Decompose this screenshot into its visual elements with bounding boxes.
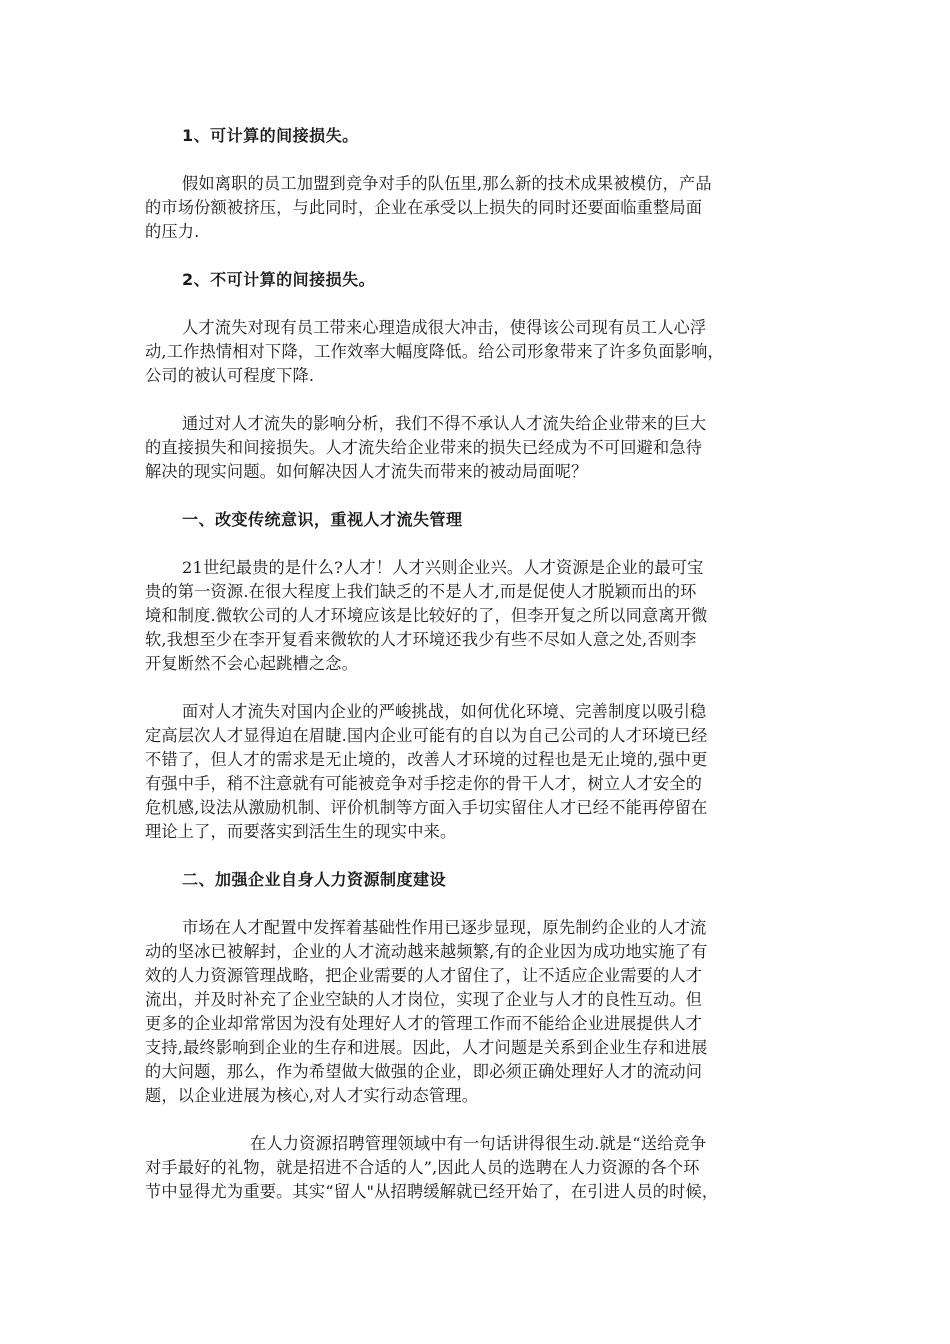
paragraph [145, 172, 817, 244]
section-heading: 2、不可计算的间接损失。 [182, 270, 376, 289]
section-heading: 二、加强企业自身人力资源制度建设 [182, 870, 447, 889]
paragraph-line: 的大问题，那么，作为希望做大做强的企业，即必须正确处理好人才的流动问 [145, 1062, 703, 1081]
paragraph-line: 更多的企业却常常因为没有处理好人才的管理工作而不能给企业进展提供人才 [145, 1014, 703, 1033]
section-heading: 1、可计算的间接损失。 [182, 126, 359, 145]
paragraph-line: 境和制度.微软公司的人才环境应该是比较好的了，但李开复之所以同意离开微 [145, 606, 708, 625]
paragraph [145, 412, 817, 484]
paragraph-line: 支持,最终影响到企业的生存和进展。因此，人才问题是关系到企业生存和进展 [145, 1038, 708, 1057]
paragraph-line: 公司的被认可程度下降. [145, 366, 315, 385]
paragraph-line: 有强中手，稍不注意就有可能被竞争对手挖走你的骨干人才，树立人才安全的 [145, 774, 703, 793]
paragraph-line: 流出，并及时补充了企业空缺的人才岗位，实现了企业与人才的良性互动。但 [145, 990, 703, 1009]
paragraph-line: 软,我想至少在李开复看来微软的人才环境还我少有些不尽如人意之处,否则李 [145, 630, 697, 649]
paragraph-line: 效的人力资源管理战略，把企业需要的人才留住了，让不适应企业需要的人才 [145, 966, 703, 985]
paragraph-line: 在人力资源招聘管理领域中有一句话讲得很生动.就是“送给竞争 [250, 1134, 707, 1153]
paragraph-line: 解决的现实问题。如何解决因人才流失而带来的被动局面呢？ [145, 462, 588, 481]
paragraph [145, 556, 817, 676]
paragraph-line: 21世纪最贵的是什么?人才！人才兴则企业兴。人才资源是企业的最可宝 [182, 558, 704, 577]
paragraph-line: 市场在人才配置中发挥着基础性作用已逐步显现，原先制约企业的人才流 [182, 918, 707, 937]
section-heading: 一、改变传统意识，重视人才流失管理 [182, 510, 463, 529]
paragraph-line: 人才流失对现有员工带来心理造成很大冲击，使得该公司现有员工人心浮 [182, 318, 707, 337]
paragraph-line: 对手最好的礼物，就是招进不合适的人”,因此人员的选聘在人力资源的各个环 [145, 1158, 700, 1177]
paragraph [145, 916, 817, 1108]
paragraph [145, 700, 817, 844]
paragraph-line: 理论上了，而要落实到活生生的现实中来。 [145, 822, 457, 841]
document-body [145, 124, 817, 1228]
paragraph [145, 316, 817, 388]
paragraph-line: 开复断然不会心起跳槽之念。 [145, 654, 359, 673]
paragraph-line: 节中显得尤为重要。其实“留人"从招聘缓解就已经开始了，在引进人员的时候， [145, 1182, 719, 1201]
paragraph-line: 不错了，但人才的需求是无止境的，改善人才环境的过程也是无止境的,强中更 [145, 750, 708, 769]
paragraph-line: 题，以企业进展为核心,对人才实行动态管理。 [145, 1086, 479, 1105]
paragraph-line: 的市场份额被挤压，与此同时，企业在承受以上损失的同时还要面临重整局面 [145, 198, 703, 217]
paragraph-line: 动,工作热情相对下降，工作效率大幅度降低。给公司形象带来了许多负面影响， [145, 342, 724, 361]
paragraph-line: 定高层次人才显得迫在眉睫.国内企业可能有的自以为自己公司的人才环境已经 [145, 726, 708, 745]
paragraph-line: 危机感,设法从激励机制、评价机制等方面入手切实留住人才已经不能再停留在 [145, 798, 708, 817]
paragraph-line: 面对人才流失对国内企业的严峻挑战，如何优化环境、完善制度以吸引稳 [182, 702, 707, 721]
paragraph-line: 假如离职的员工加盟到竞争对手的队伍里,那么新的技术成果被模仿，产品 [182, 174, 712, 193]
paragraph-line: 贵的第一资源.在很大程度上我们缺乏的不是人才,而是促使人才脱颖而出的环 [145, 582, 697, 601]
paragraph-line: 的直接损失和间接损失。人才流失给企业带来的损失已经成为不可回避和急待 [145, 438, 703, 457]
paragraph-line: 通过对人才流失的影响分析，我们不得不承认人才流失给企业带来的巨大 [182, 414, 707, 433]
paragraph [145, 1132, 817, 1204]
paragraph-line: 动的坚冰已被解封，企业的人才流动越来越频繁,有的企业因为成功地实施了有 [145, 942, 708, 961]
paragraph-line: 的压力. [145, 222, 200, 241]
